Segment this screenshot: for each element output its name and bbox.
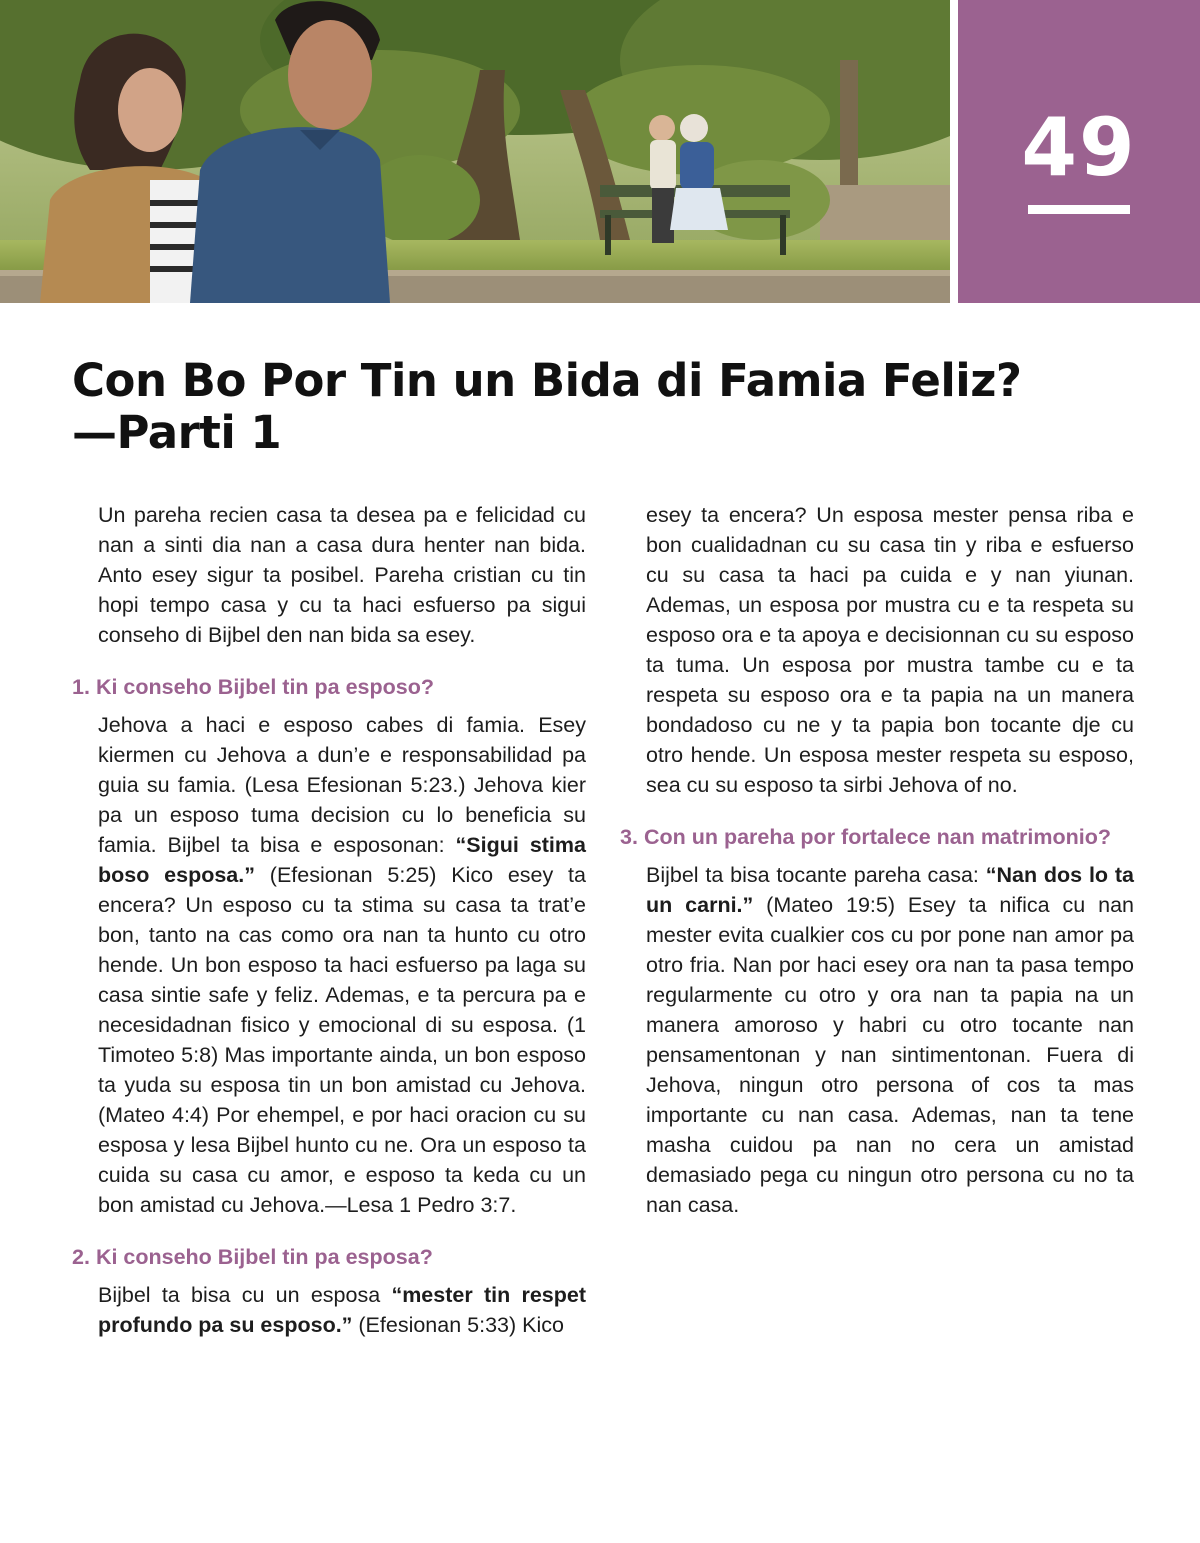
scripture-quote: “Sigui stima boso esposa.” <box>98 833 586 887</box>
park-couple-photo <box>0 0 950 303</box>
page-title-line-2: —Parti 1 <box>72 406 282 459</box>
question-number: 2. <box>72 1245 90 1269</box>
page-title <box>72 355 1152 459</box>
question-number: 3. <box>620 825 638 849</box>
question-title: Ki conseho Bijbel tin pa esposa? <box>95 1245 433 1269</box>
answer-text: Bijbel ta bisa cu un esposa <box>98 1283 392 1307</box>
question-heading-3 <box>620 822 1134 852</box>
left-column <box>72 500 586 1340</box>
answer-paragraph-2-continued: esey ta encera? Un esposa mester pensa riba e bon cualidadnan cu su casa tin y riba e esfuerso cu su casa ta haci pa cuida e y nan yiunan. Ademas, un esposa por mustra cu e ta respeta su esposo ora e ta apoya e decisionnan cu su esposo ta tuma. Un esposa por mustra tambe cu e ta respeta su esposo ora e ta papia na un manera bondadoso cu ne y ta papia bon tocante dje cu otro hende. Un esposa mester respeta su esposo, sea cu su esposo ta sirbi Jehova of no. <box>646 503 1134 797</box>
question-number: 1. <box>72 675 90 699</box>
answer-text: (Efesionan 5:25) Kico esey ta encera? Un esposo cu ta stima su casa ta trat’e bon, tanto na cas como ora nan ta hunto cu otro hende. Un bon esposo ta haci esfuerso pa laga su casa sintie safe y feliz. Ademas, e ta percura pa e necesidadnan fisico y emocional di su esposa. (1 Timoteo 5:8) Mas importante ainda, un bon esposo ta yuda su esposa tin un bon amistad cu Jehova. (Mateo 4:4) Por ehempel, e por haci oracion cu su esposa y lesa Bijbel hunto cu ne. Ora un esposo ta cuida su casa cu amor, e esposo ta keda cu un bon amistad cu Jehova.—Lesa 1 Pedro 3:7. <box>98 863 586 1217</box>
right-column <box>620 500 1134 1220</box>
lesson-number-badge <box>958 0 1200 303</box>
answer-paragraph-3 <box>646 860 1134 1220</box>
answer-text: Bijbel ta bisa tocante pareha casa: <box>646 863 986 887</box>
badge-underline <box>1028 205 1130 214</box>
answer-text: (Efesionan 5:33) Kico <box>352 1313 564 1337</box>
question-title: Ki conseho Bijbel tin pa esposo? <box>95 675 435 699</box>
hero-photo <box>0 0 950 303</box>
intro-paragraph: Un pareha recien casa ta desea pa e felicidad cu nan a sinti dia nan a casa dura henter nan bida. Anto esey sigur ta posibel. Pareha cristian cu tin hopi tempo casa y cu ta haci esfuerso pa sigui conseho di Bijbel den nan bida sa esey. <box>98 503 586 647</box>
question-title: Con un pareha por fortalece nan matrimonio? <box>643 825 1112 849</box>
scripture-quote: “mester tin respet profundo pa su esposo.” <box>98 1283 587 1337</box>
answer-text: Jehova a haci e esposo cabes di famia. Esey kiermen cu Jehova a dun’e e responsabilidad pa guia su famia. (Lesa Efesionan 5:23.) Jehova kier pa un esposo tuma decision cu lo beneficia su famia. Bijbel ta bisa e esposonan: <box>98 713 586 857</box>
scripture-quote: “Nan dos lo ta un carni.” <box>646 863 1134 917</box>
answer-text: (Mateo 19:5) Esey ta nifica cu nan mester evita cualkier cos cu por pone nan amor pa otro fria. Nan por haci esey ora nan ta pasa tempo regularmente cu otro y ora nan ta papia na un manera amoroso y habri cu otro tocante nan pensamentonan y nan sintimentonan. Fuera di Jehova, ningun otro persona of cos ta mas importante cu nan casa. Ademas, nan ta tene masha cuidou pa nan no cera un amistad demasiado pega cu ningun otro persona cu no ta nan casa. <box>646 893 1134 1217</box>
lesson-number: 49 <box>1021 101 1137 194</box>
answer-paragraph-2-start <box>98 1280 586 1340</box>
page-title-line-1: Con Bo Por Tin un Bida di Famia Feliz? <box>72 354 1022 407</box>
question-heading-1 <box>72 672 586 702</box>
question-heading-2 <box>72 1242 586 1272</box>
answer-paragraph-1 <box>98 710 586 1220</box>
